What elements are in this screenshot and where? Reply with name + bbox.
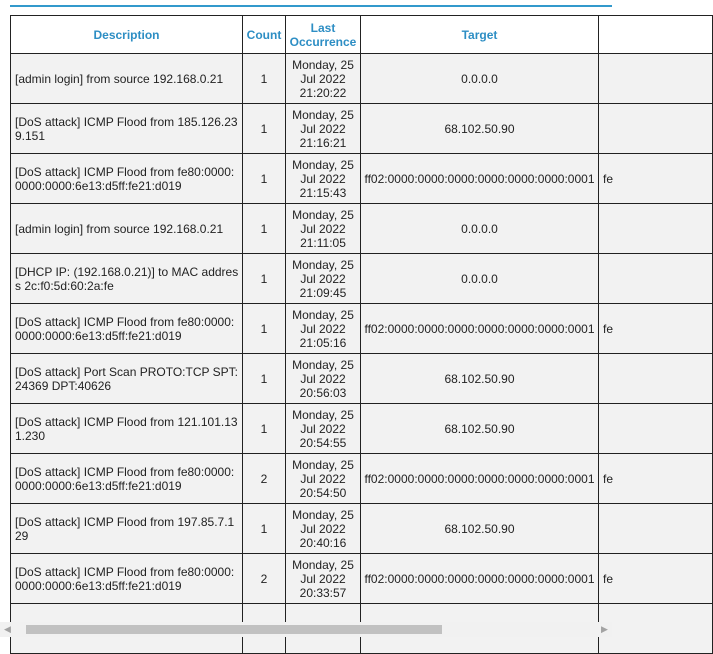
occurrence-date: Monday, 25 Jul 2022: [292, 257, 354, 286]
cell-source: fe: [599, 454, 713, 504]
occurrence-time: 20:54:50: [299, 485, 347, 500]
table-row: [11, 504, 713, 554]
cell-count: 1: [243, 504, 286, 554]
table-row: [11, 354, 713, 404]
occurrence-time: 20:56:03: [299, 385, 347, 400]
cell-last-occurrence: [286, 204, 361, 254]
cell-description: [DoS attack] ICMP Flood from 185.126.239.151: [11, 104, 243, 154]
chevron-left-icon[interactable]: ◀: [4, 624, 11, 634]
scrollbar-thumb[interactable]: [26, 625, 442, 634]
occurrence-time: 20:33:57: [299, 585, 347, 600]
cell-target: 68.102.50.90: [361, 354, 599, 404]
cell-last-occurrence: [286, 254, 361, 304]
cell-description: [DoS attack] ICMP Flood from 197.85.7.129: [11, 504, 243, 554]
cell-count: 1: [243, 404, 286, 454]
cell-source: [599, 504, 713, 554]
occurrence-date: Monday, 25 Jul 2022: [292, 57, 354, 86]
column-header-count: Count: [243, 16, 286, 54]
cell-target: 68.102.50.90: [361, 504, 599, 554]
table-row: [11, 554, 713, 604]
cell-source: [599, 604, 713, 654]
cell-source: [599, 54, 713, 104]
occurrence-time: 20:40:16: [299, 535, 347, 550]
cell-description: [DHCP IP: (192.168.0.21)] to MAC address 2c:f0:5d:60:2a:fe: [11, 254, 243, 304]
cell-count: 1: [243, 254, 286, 304]
cell-last-occurrence: [286, 354, 361, 404]
cell-count: 2: [243, 554, 286, 604]
cell-description: [DoS attack] ICMP Flood from fe80:0000:0000:0000:6e13:d5ff:fe21:d019: [11, 454, 243, 504]
table-row: [11, 154, 713, 204]
cell-target: ff02:0000:0000:0000:0000:0000:0000:0001: [361, 304, 599, 354]
cell-description: [admin login] from source 192.168.0.21: [11, 204, 243, 254]
cell-source: [599, 104, 713, 154]
cell-source: fe: [599, 154, 713, 204]
occurrence-time: 21:11:05: [300, 235, 346, 250]
cell-count: 1: [243, 304, 286, 354]
cell-count: 2: [243, 454, 286, 504]
table-row: [11, 254, 713, 304]
occurrence-date: Monday, 25 Jul 2022: [292, 157, 354, 186]
horizontal-scrollbar[interactable]: [0, 622, 612, 637]
cell-description: [DoS attack] Port Scan PROTO:TCP SPT:24369 DPT:40626: [11, 354, 243, 404]
cell-description: [DoS attack] ICMP Flood from fe80:0000:0000:0000:6e13:d5ff:fe21:d019: [11, 154, 243, 204]
occurrence-date: Monday, 25 Jul 2022: [292, 357, 354, 386]
table-row: [11, 454, 713, 504]
cell-count: 1: [243, 204, 286, 254]
cell-target: 68.102.50.90: [361, 404, 599, 454]
cell-last-occurrence: [286, 54, 361, 104]
cell-source: fe: [599, 554, 713, 604]
table-body: [11, 54, 713, 654]
cell-target: 68.102.50.90: [361, 104, 599, 154]
cell-description: [DoS attack] ICMP Flood from 121.101.131.230: [11, 404, 243, 454]
security-log-table: [10, 15, 713, 654]
cell-last-occurrence: [286, 504, 361, 554]
chevron-right-icon[interactable]: ▶: [601, 624, 608, 634]
cell-count: 1: [243, 54, 286, 104]
cell-target: ff02:0000:0000:0000:0000:0000:0000:0001: [361, 454, 599, 504]
occurrence-date: Monday, 25 Jul 2022: [292, 507, 354, 536]
occurrence-time: 20:54:55: [299, 435, 347, 450]
cell-count: 1: [243, 104, 286, 154]
cell-source: [599, 354, 713, 404]
occurrence-date: Monday, 25 Jul 2022: [292, 307, 354, 336]
cell-source: [599, 204, 713, 254]
cell-last-occurrence: [286, 454, 361, 504]
table-row: [11, 204, 713, 254]
occurrence-time: 21:09:45: [299, 285, 347, 300]
cell-count: 1: [243, 354, 286, 404]
table-row: [11, 54, 713, 104]
table-row: [11, 104, 713, 154]
column-header-last-occurrence: [286, 16, 361, 54]
table-row: [11, 304, 713, 354]
occurrence-time: 21:16:21: [299, 135, 347, 150]
column-header-last-occurrence-line2: Occurrence: [289, 34, 357, 49]
column-header-source: [599, 16, 713, 54]
column-header-target: Target: [361, 16, 599, 54]
column-header-description: Description: [11, 16, 243, 54]
occurrence-date: Monday, 25 Jul 2022: [292, 557, 354, 586]
cell-last-occurrence: [286, 404, 361, 454]
cell-last-occurrence: [286, 554, 361, 604]
cell-source: [599, 404, 713, 454]
occurrence-date: Monday, 25 Jul 2022: [292, 457, 354, 486]
cell-target: 0.0.0.0: [361, 204, 599, 254]
cell-target: 0.0.0.0: [361, 254, 599, 304]
cell-description: [admin login] from source 192.168.0.21: [11, 54, 243, 104]
cell-count: 1: [243, 154, 286, 204]
occurrence-time: 21:20:22: [299, 85, 347, 100]
occurrence-time: 21:05:16: [299, 335, 347, 350]
cell-target: 0.0.0.0: [361, 54, 599, 104]
cell-source: fe: [599, 304, 713, 354]
occurrence-date: Monday, 25 Jul 2022: [292, 407, 354, 436]
cell-description: [DoS attack] ICMP Flood from fe80:0000:0000:0000:6e13:d5ff:fe21:d019: [11, 554, 243, 604]
occurrence-time: 21:15:43: [299, 185, 347, 200]
cell-last-occurrence: [286, 104, 361, 154]
occurrence-date: Monday, 25 Jul 2022: [292, 107, 354, 136]
table-row: [11, 404, 713, 454]
cell-source: [599, 254, 713, 304]
table-header-row: [11, 16, 713, 54]
cell-last-occurrence: [286, 304, 361, 354]
occurrence-date: Monday, 25 Jul 2022: [292, 207, 354, 236]
cell-target: ff02:0000:0000:0000:0000:0000:0000:0001: [361, 554, 599, 604]
cell-description: [DoS attack] ICMP Flood from fe80:0000:0000:0000:6e13:d5ff:fe21:d019: [11, 304, 243, 354]
cell-target: ff02:0000:0000:0000:0000:0000:0000:0001: [361, 154, 599, 204]
cell-last-occurrence: [286, 154, 361, 204]
column-header-last-occurrence-line1: Last: [310, 20, 336, 35]
